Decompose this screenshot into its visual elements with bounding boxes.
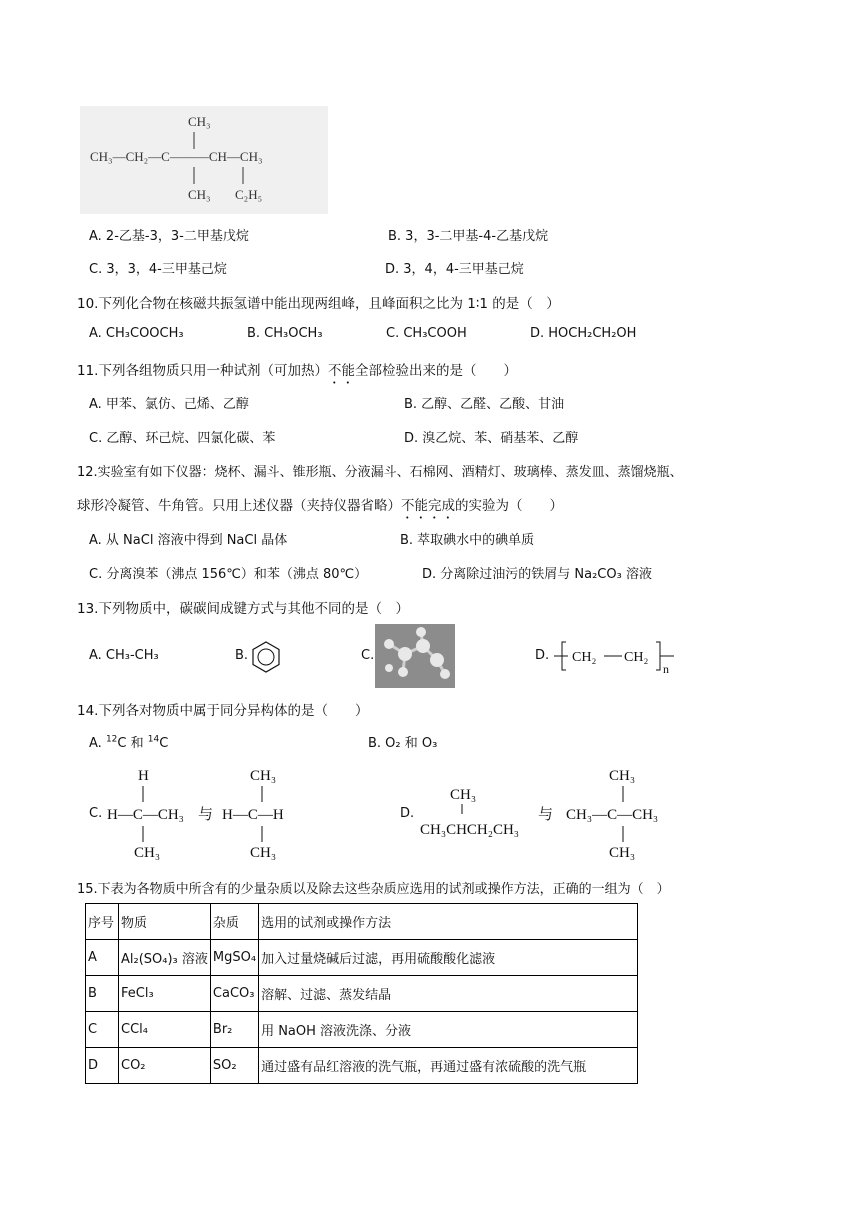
d-right-bottom: CH₃ [609,845,636,861]
cell-no: B [86,976,119,1012]
header-no: 序号 [86,904,119,940]
q9-option-d: D. 3，4，4-三甲基己烷 [385,262,524,277]
q10-option-d: D. HOCH₂CH₂OH [530,326,637,341]
d-right-mid: CH₃—C—CH₃ [566,807,659,823]
q14-option-d-label: D. [400,806,415,821]
q11-stem [77,359,517,387]
header-substance: 物质 [119,904,211,940]
q14-a-iso1: C 和 [117,736,144,751]
q10-option-c: C. CH₃COOH [386,326,467,341]
q15-stem: 15.下表为各物质中所含有的少量杂质以及除去这些杂质应选用的试剂或操作方法，正确的一组为（ ） [77,882,670,897]
q10-stem: 10.下列化合物在核磁共振氢谱中能出现两组峰，且峰面积之比为 1∶1 的是（ ） [77,296,560,312]
poly-n: n [663,662,669,676]
cell-impurity: MgSO₄ [210,940,258,976]
header-method: 选用的试剂或操作方法 [259,904,638,940]
q12-option-b: B. 萃取碘水中的碘单质 [400,533,535,548]
q14-a-iso2: C [159,736,169,751]
q9-option-a: A. 2-乙基-3，3-二甲基戊烷 [89,229,249,244]
q12-option-a: A. 从 NaCl 溶液中得到 NaCl 晶体 [89,533,288,548]
ball-stick-model-image [375,624,455,688]
q9-top-ch3: CH₃ [188,114,211,129]
q12-option-d: D. 分离除过油污的铁屑与 Na₂CO₃ 溶液 [422,567,652,582]
cell-no: C [86,1012,119,1048]
q12-option-c: C. 分离溴苯（沸点 156℃）和苯（沸点 80℃） [89,567,368,582]
q12-stem-line2 [77,494,563,522]
c-connector: 与 [198,807,214,823]
cell-method: 溶解、过滤、蒸发结晶 [259,976,638,1012]
c-right-top: CH₃ [250,768,277,784]
q9-option-b: B. 3，3-二甲基-4-乙基戊烷 [388,229,549,244]
q11-stem-pre: 11.下列各组物质只用一种试剂（可加热） [77,363,328,379]
q10-option-a: A. CH₃COOCH₃ [89,326,184,341]
q9-bottom-c2h5: C₂H₅ [235,187,263,202]
cell-substance: CO₂ [119,1048,211,1084]
cell-method: 用 NaOH 溶液洗涤、分液 [259,1012,638,1048]
q13-stem: 13.下列物质中，碳碳间成键方式与其他不同的是（ ） [77,601,409,617]
header-impurity: 杂质 [210,904,258,940]
q14-a-prefix: A. [89,736,102,751]
d-left-top: CH₃ [450,787,477,803]
q14-c-structures [100,764,310,864]
table-row [86,1012,638,1048]
table-header-row [86,904,638,940]
q11-stem-post: 全部检验出来的是（ ） [354,363,517,379]
q11-option-b: B. 乙醇、乙醛、乙酸、甘油 [404,397,565,412]
poly-ch2-b: CH₂ [624,650,649,665]
q13-option-d-label: D. [535,648,550,663]
c-left-top: H [138,768,149,784]
cell-method: 加入过量烧碱后过滤，再用硫酸酸化滤液 [259,940,638,976]
q14-a-mass1: 12 [105,734,118,745]
q11-option-c: C. 乙醇、环己烷、四氯化碳、苯 [89,431,276,446]
q9-structure-image [80,106,328,214]
cell-substance: Al₂(SO₄)₃ 溶液 [119,940,211,976]
polyethylene-structure [552,636,682,676]
q15-table [85,903,638,1084]
d-left-mid: CH₃CHCH₂CH₃ [420,822,520,838]
cell-impurity: Br₂ [210,1012,258,1048]
cell-substance: CCl₄ [119,1012,211,1048]
cell-substance: FeCl₃ [119,976,211,1012]
q14-d-structures [418,764,678,864]
q12-stem-line1: 12.实验室有如下仪器：烧杯、漏斗、锥形瓶、分液漏斗、石棉网、酒精灯、玻璃棒、蒸发皿、蒸馏烧瓶、 [77,465,683,480]
q11-option-d: D. 溴乙烷、苯、硝基苯、乙醇 [404,431,579,446]
q14-option-c-label: C. [89,806,103,821]
table-row [86,1048,638,1084]
q12-stem-pre: 球形冷凝管、牛角管。只用上述仪器（夹持仪器省略） [77,498,401,514]
benzene-ring-icon [249,640,283,674]
cell-no: A [86,940,119,976]
q9-main-chain: CH₃—CH₂—C———CH—CH₃ [90,149,263,164]
table-row [86,976,638,1012]
c-right-bottom: CH₃ [250,845,277,861]
d-connector: 与 [538,807,554,823]
cell-impurity: SO₂ [210,1048,258,1084]
q12-stem-post: 的实验为（ ） [455,498,563,514]
q14-option-a [89,732,168,751]
d-right-top: CH₃ [609,768,636,784]
q14-a-mass2: 14 [147,734,160,745]
q13-option-a: A. CH₃-CH₃ [89,648,159,663]
cell-no: D [86,1048,119,1084]
q13-option-b-label: B. [235,648,249,663]
c-left-bottom: CH₃ [134,845,161,861]
q10-option-b: B. CH₃OCH₃ [247,326,323,341]
cell-impurity: CaCO₃ [210,976,258,1012]
q14-stem: 14.下列各对物质中属于同分异构体的是（ ） [77,703,369,719]
q9-option-c: C. 3，3，4-三甲基己烷 [89,262,227,277]
c-left-mid: H—C—CH₃ [107,807,184,823]
q11-stem-emphasis: 不能 [327,363,355,379]
c-right-mid: H—C—H [222,807,284,823]
q9-bottom-ch3: CH₃ [188,187,211,202]
q11-option-a: A. 甲苯、氯仿、己烯、乙醇 [89,397,249,412]
cell-method: 通过盛有品红溶液的洗气瓶，再通过盛有浓硫酸的洗气瓶 [259,1048,638,1084]
q14-option-b: B. O₂ 和 O₃ [368,736,438,751]
table-row [86,940,638,976]
poly-ch2-a: CH₂ [572,650,597,665]
q12-stem-emphasis: 不能完成 [401,498,455,514]
q13-option-c-label: C. [361,648,375,663]
